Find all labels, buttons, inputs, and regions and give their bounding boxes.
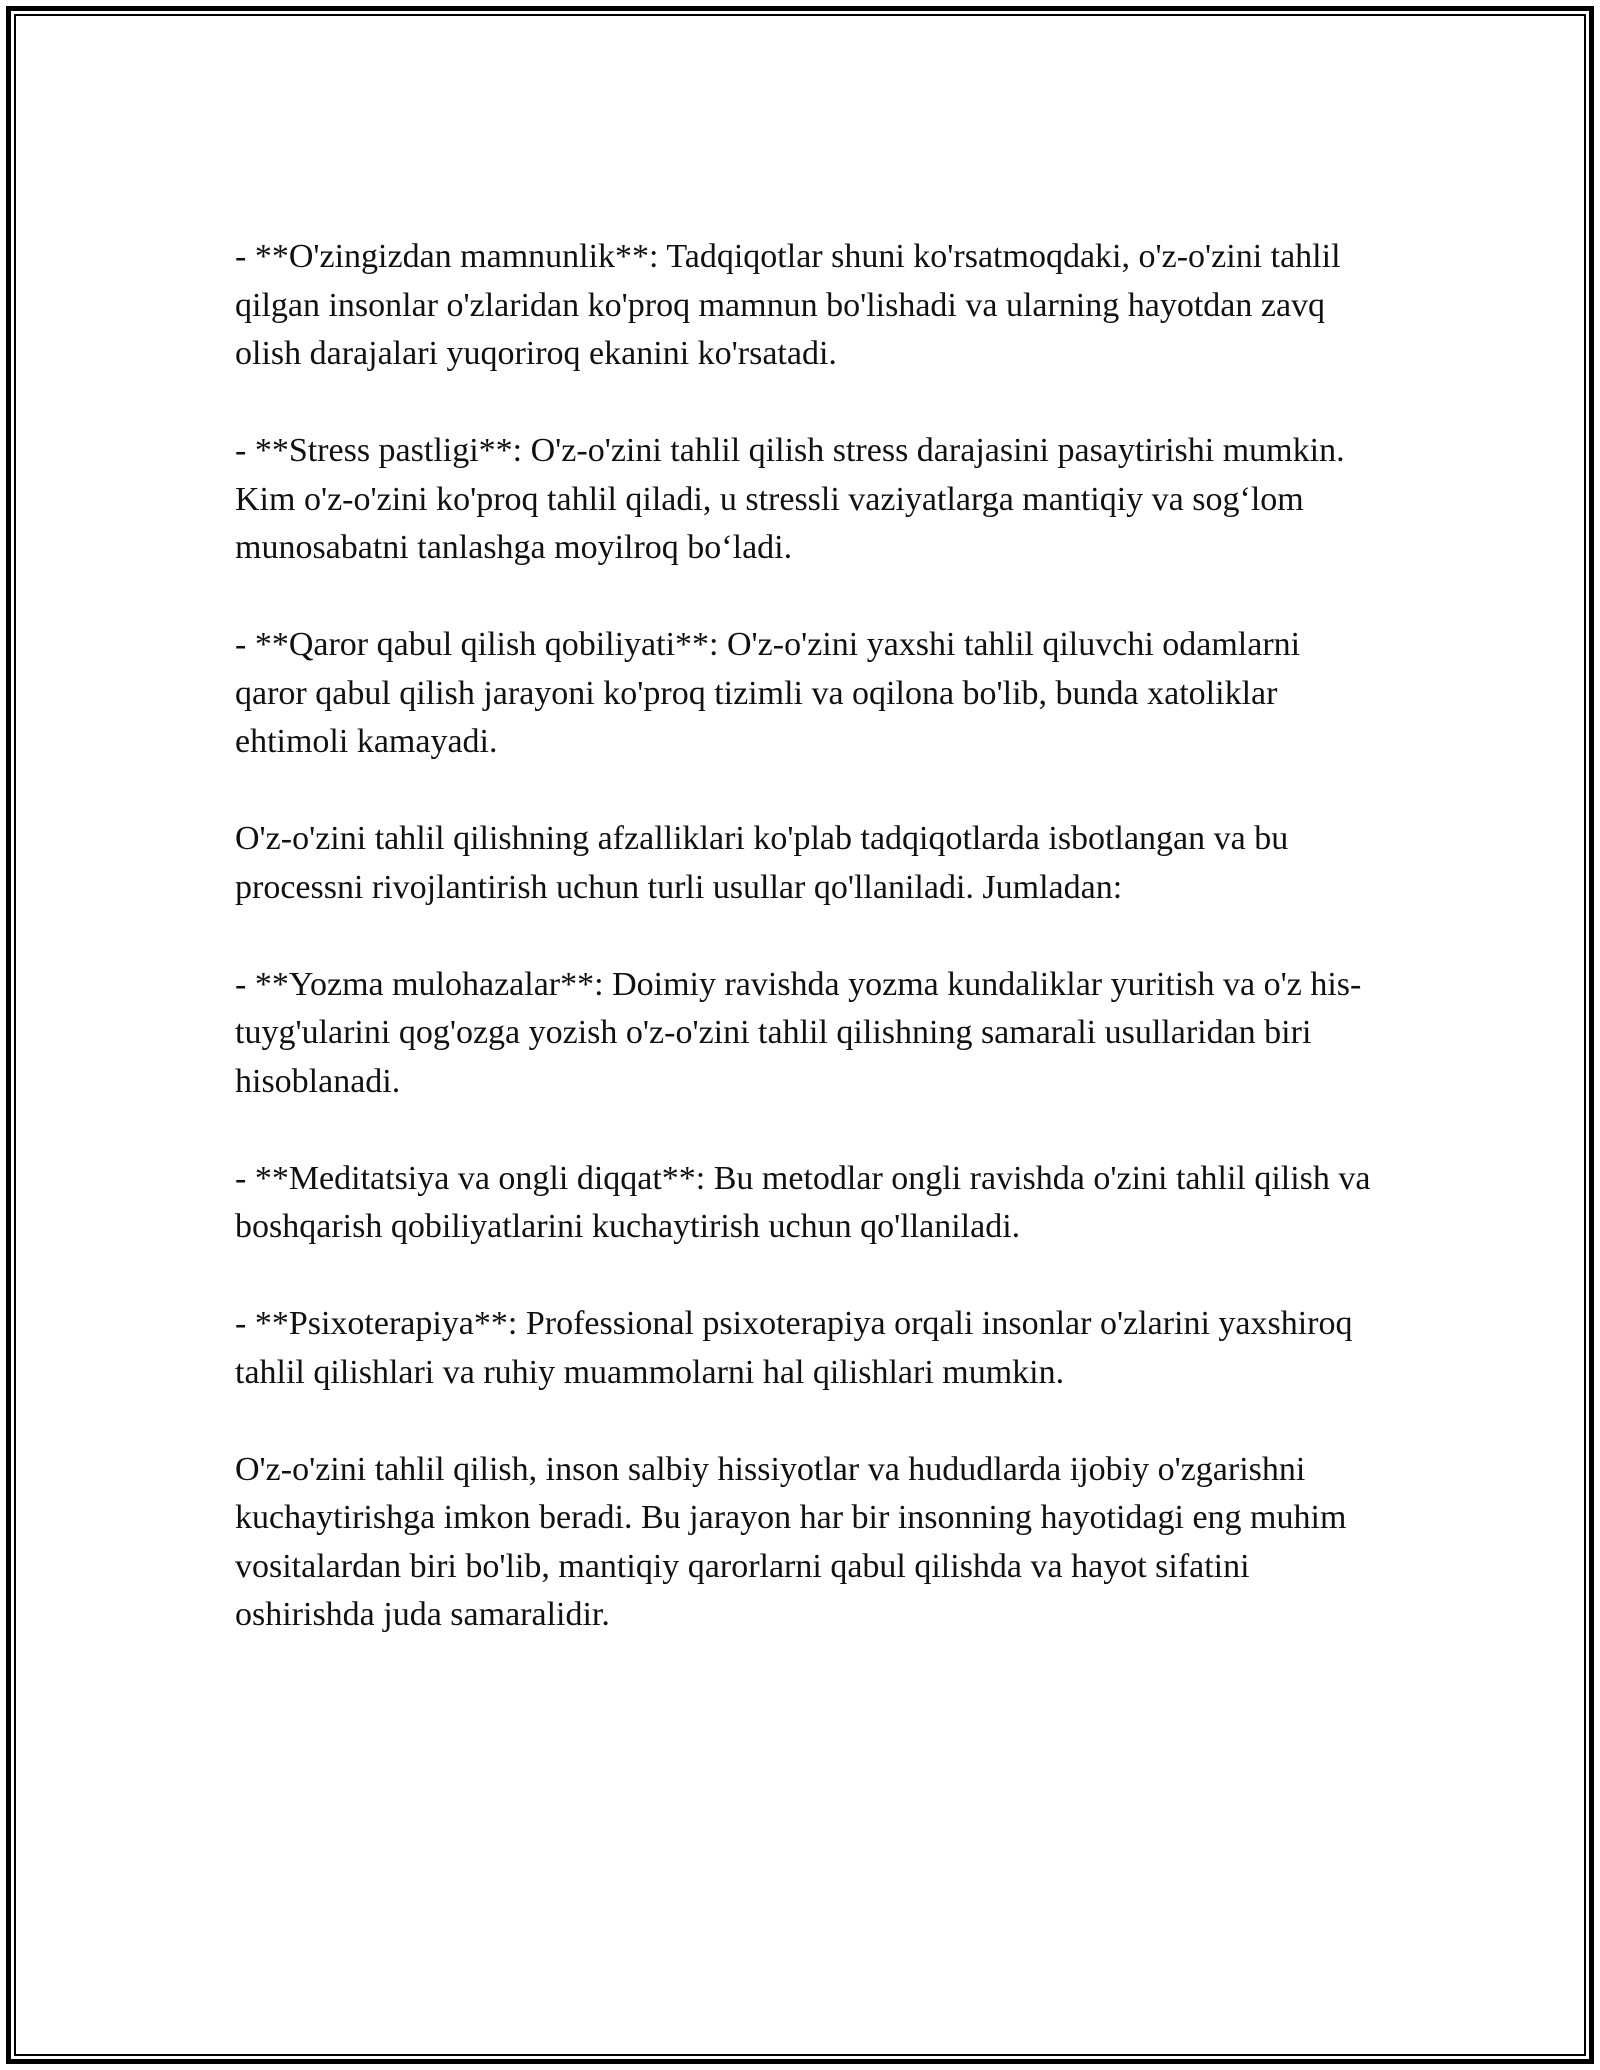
paragraph-benefits-intro: O'z-o'zini tahlil qilishning afzalliklari ko'plab tadqiqotlarda isbotlangan va bu processni rivojlantirish uchun turli usullar qo'llaniladi. Jumladan: xyxy=(235,820,1289,906)
paragraph-low-stress: - **Stress pastligi**: O'z-o'zini tahlil qilish stress darajasini pasaytirishi mumkin. Kim o'z-o'zini ko'proq tahlil qiladi, u stressli vaziyatlarga mantiqiy va sog‘lom munosabatni tanlashga moyilroq bo‘ladi. xyxy=(235,432,1345,566)
paragraph-conclusion: O'z-o'zini tahlil qilish, inson salbiy hissiyotlar va hududlarda ijobiy o'zgarishni kuchaytirishga imkon beradi. Bu jarayon har bir insonning hayotidagi eng muhim vositalardan biri bo'lib, mantiqiy qarorlarni qabul qilishda va hayot sifatini oshirishda juda samaralidir. xyxy=(235,1450,1347,1633)
document-body xyxy=(235,233,1375,1688)
paragraph-written-reflections: - **Yozma mulohazalar**: Doimiy ravishda yozma kundaliklar yuritish va o'z his-tuyg'ularini qog'ozga yozish o'z-o'zini tahlil qilishning samarali usullaridan biri hisoblanadi. xyxy=(235,965,1362,1100)
paragraph-psychotherapy: - **Psixoterapiya**: Professional psixoterapiya orqali insonlar o'zlarini yaxshiroq tahlil qilishlari va ruhiy muammolarni hal qilishlari mumkin. xyxy=(235,1305,1353,1391)
paragraph-self-satisfaction: - **O'zingizdan mamnunlik**: Tadqiqotlar shuni ko'rsatmoqdaki, o'z-o'zini tahlil qilgan insonlar o'zlaridan ko'proq mamnun bo'lishadi va ularning hayotdan zavq olish darajalari yuqoriroq ekanini ko'rsatadi. xyxy=(235,238,1341,372)
paragraph-decision-making: - **Qaror qabul qilish qobiliyati**: O'z-o'zini yaxshi tahlil qiluvchi odamlarni qaror qabul qilish jarayoni ko'proq tizimli va oqilona bo'lib, bunda xatoliklar ehtimoli kamayadi. xyxy=(235,626,1301,760)
paragraph-meditation: - **Meditatsiya va ongli diqqat**: Bu metodlar ongli ravishda o'zini tahlil qilish va boshqarish qobiliyatlarini kuchaytirish uchun qo'llaniladi. xyxy=(235,1159,1371,1245)
